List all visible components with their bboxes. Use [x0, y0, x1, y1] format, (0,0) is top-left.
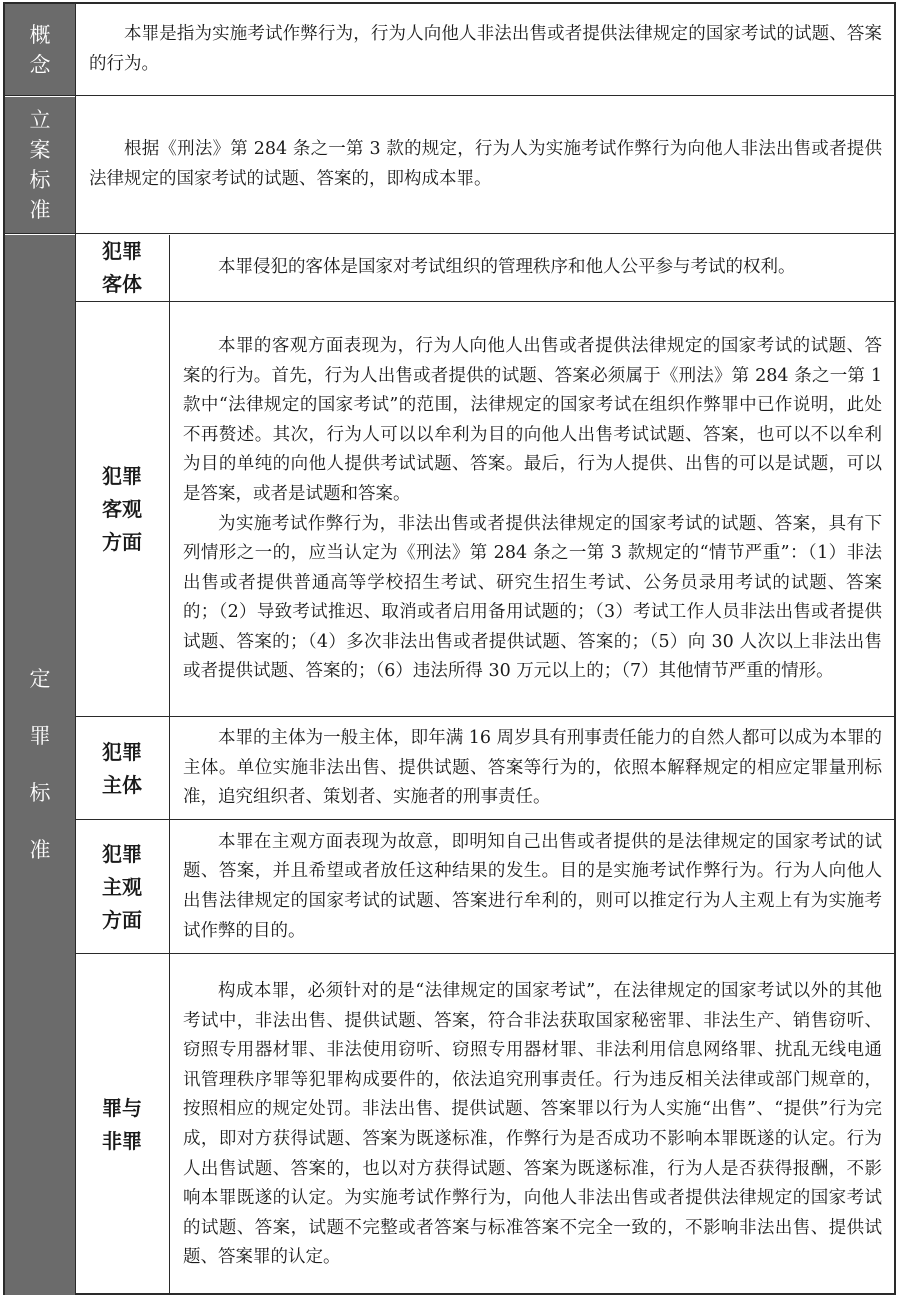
objective-content [171, 303, 894, 716]
divider-filing-conviction [5, 233, 894, 234]
row-label-conviction-text: 定罪标准 [29, 667, 51, 862]
object-text: 本罪侵犯的客体是国家对考试组织的管理秩序和他人公平参与考试的权利。 [218, 257, 796, 278]
concept-text: 本罪是指为实施考试作弊行为，行为人向他人非法出售或者提供法律规定的国家考试的试题、答案的行为。 [89, 23, 882, 74]
divider-subject-subjective [75, 819, 894, 820]
divider-objective-subject [75, 716, 894, 717]
objective-paragraph-1: 本罪的客观方面表现为，行为人向他人出售或者提供法律规定的国家考试的试题、答案的行为。首先，行为人出售或者提供的试题、答案必须属于《刑法》第 284 条之一第 1 款中“法律规定的国家考试”的范围，法律规定的国家考试在组织作弊罪中已作说明，此处不再赘述。其次，行为人可以以牟利为目的向他人出售考试试题、答案，也可以不以牟利为目的单纯的向他人提供考试试题、答案。最后，行为人提供、出售的可以是试题，可以是答案，或者是试题和答案。 [183, 335, 882, 504]
sublabel-object [75, 235, 169, 301]
row-label-filing [5, 97, 75, 233]
row-label-concept-text: 概念 [29, 22, 51, 77]
objective-paragraph-2: 为实施考试作弊行为，非法出售或者提供法律规定的国家考试的试题、答案，具有下列情形之一的，应当认定为《刑法》第 284 条之一第 3 款规定的“情节严重”：（1）非法出售或者提供普通高等学校招生考试、研究生招生考试、公务员录用考试的试题、答案的；（2）导致考试推迟、取消或者启用备用试题的；（3）考试工作人员非法出售或者提供试题、答案的；（4）多次非法出售或者提供试题、答案的；（5）向 30 人次以上非法出售或者提供试题、答案的；（6）违法所得 30 万元以上的；（7）其他情节严重的情形。 [183, 513, 882, 682]
sublabel-subjective [75, 821, 169, 953]
boundary-text: 构成本罪，必须针对的是“法律规定的国家考试”，在法律规定的国家考试以外的其他考试中，非法出售、提供试题、答案，符合非法获取国家秘密罪、非法生产、销售窃听、窃照专用器材罪、非法使用窃听、窃照专用器材罪、非法利用信息网络罪、扰乱无线电通讯管理秩序罪等犯罪构成要件的，依法追究刑事责任。行为违反相关法律或部门规章的，按照相应的规定处罚。非法出售、提供试题、答案罪以行为人实施“出售”、“提供”行为完成，即对方获得试题、答案为既遂标准，作弊行为是否成功不影响本罪既遂的认定。行为人出售试题、答案的，也以对方获得试题、答案为既遂标准，行为人是否获得报酬，不影响本罪既遂的认定。为实施考试作弊行为，向他人非法出售或者提供法律规定的国家考试的试题、答案，试题不完整或者答案与标准答案不完全一致的，不影响非法出售、提供试题、答案罪的认定。 [183, 981, 882, 1268]
row-label-conviction [5, 235, 75, 1295]
row-label-concept [5, 4, 75, 95]
subject-content [171, 718, 894, 819]
subjective-text: 本罪在主观方面表现为故意，即明知自己出售或者提供的是法律规定的国家考试的试题、答案，并且希望或者放任这种结果的发生。目的是实施考试作弊行为。行为人向他人出售法律规定的国家考试的试题、答案进行牟利的，则可以推定行为人主观上有为实施考试作弊的目的。 [183, 831, 882, 941]
row-label-filing-text: 立案标准 [29, 108, 51, 222]
divider-subjective-boundary [75, 953, 894, 954]
concept-content [77, 4, 894, 95]
sublabel-subject-text: 犯罪主体 [102, 739, 142, 797]
sublabel-boundary-text: 罪与非罪 [102, 1096, 142, 1153]
sublabel-object-text: 犯罪客体 [102, 239, 142, 296]
sublabel-boundary [75, 955, 169, 1295]
sublabel-subject [75, 718, 169, 819]
divider-object-objective [75, 301, 894, 302]
filing-text: 根据《刑法》第 284 条之一第 3 款的规定，行为人为实施考试作弊行为向他人非法出售或者提供法律规定的国家考试的试题、答案的，即构成本罪。 [89, 139, 882, 189]
sublabel-objective-text: 犯罪客观方面 [102, 464, 142, 554]
subjective-content [171, 821, 894, 953]
sublabel-subjective-text: 犯罪主观方面 [102, 841, 142, 932]
filing-content [77, 97, 894, 233]
divider-sub-column [169, 235, 170, 1295]
legal-table [3, 2, 896, 1295]
boundary-content [171, 955, 894, 1295]
divider-concept-filing [5, 95, 894, 96]
subject-text: 本罪的主体为一般主体，即年满 16 周岁具有刑事责任能力的自然人都可以成为本罪的主体。单位实施非法出售、提供试题、答案等行为的，依照本解释规定的相应定罪量刑标准，追究组织者、策划者、实施者的刑事责任。 [183, 728, 882, 808]
sublabel-objective [75, 303, 169, 716]
object-content [171, 235, 894, 301]
